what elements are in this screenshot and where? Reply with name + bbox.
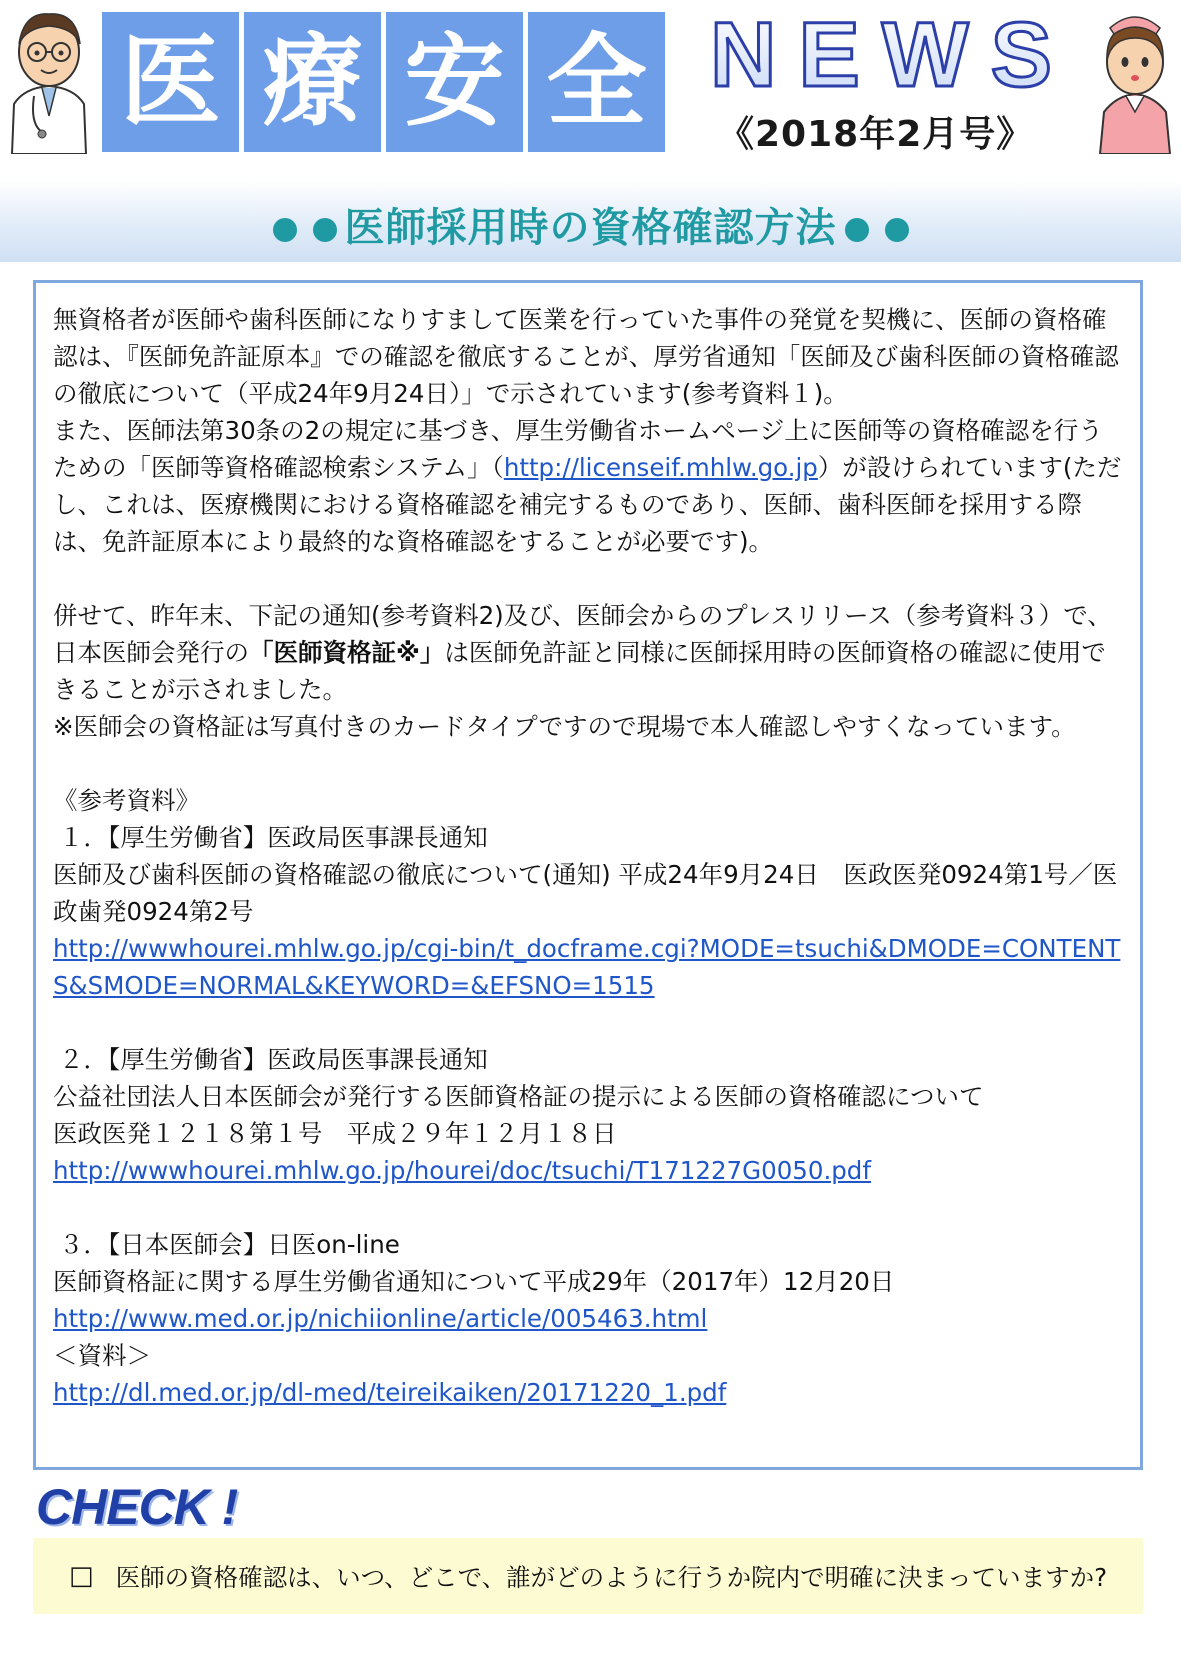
certificate-text-after: は医師免許証と同様に医師採用時の医師資格の確認に使用できることが示されました。 <box>53 638 1106 704</box>
system-text-after: ）が設けられています(ただし、これは、医療機関における資格確認を補完するものであり、医師、歯科医師を採用する際は、免許証原本により最終的な資格確認をすることが必要です)。 <box>53 453 1122 556</box>
bullet-dot-icon <box>845 218 869 242</box>
ref2-link[interactable]: http://wwwhourei.mhlw.go.jp/hourei/doc/tsuchi/T171227G0050.pdf <box>53 1156 871 1185</box>
ref3-description: 医師資格証に関する厚生労働省通知について平成29年（2017年）12月20日 <box>53 1267 895 1296</box>
system-text: また、医師法第30条の2の規定に基づき、厚生労働省ホームページ上に医師等の資格確認を行うための「医師等資格確認検索システム」（ <box>53 416 1103 482</box>
certificate-text: 併せて、昨年末、下記の通知(参考資料2)及び、医師会からのプレスリリース（参考資料３）で、日本医師会発行の <box>53 601 1112 667</box>
section-title <box>0 196 1181 253</box>
title-char-box: 全 <box>528 12 665 152</box>
references-heading: 《参考資料》 <box>53 786 200 815</box>
bullet-dot-icon <box>885 218 909 242</box>
intro-paragraph: 無資格者が医師や歯科医師になりすまして医業を行っていた事件の発覚を契機に、医師の資格確認は、『医師免許証原本』での確認を徹底することが、厚労省通知「医師及び歯科医師の資格確認の徹底について（平成24年9月24日）」で示されています(参考資料１)。 <box>53 305 1119 408</box>
svg-text:NEWS: NEWS <box>710 8 1074 96</box>
bullet-dot-icon <box>313 218 337 242</box>
ref2-number: 医政医発１２１８第１号 平成２９年１２月１８日 <box>53 1119 617 1148</box>
ref1-title: １．【厚生労働省】医政局医事課長通知 <box>59 823 488 852</box>
checkbox-icon[interactable]: □ <box>69 1561 94 1591</box>
check-heading: CHECK ! <box>36 1479 238 1535</box>
title-char-box: 安 <box>386 12 523 152</box>
nurse-illustration <box>1092 4 1178 154</box>
title-char-box: 療 <box>244 12 381 152</box>
system-paragraph <box>53 412 1126 560</box>
doctor-illustration <box>4 4 94 154</box>
ref3-materials-link[interactable]: http://dl.med.or.jp/dl-med/teireikaiken/20171220_1.pdf <box>53 1378 727 1407</box>
ref2-description: 公益社団法人日本医師会が発行する医師資格証の提示による医師の資格確認について <box>53 1082 984 1111</box>
ref3-title: ３．【日本医師会】日医on-line <box>59 1230 400 1259</box>
check-question-box <box>33 1538 1143 1614</box>
ref1-link[interactable]: http://wwwhourei.mhlw.go.jp/cgi-bin/t_docframe.cgi?MODE=tsuchi&DMODE=CONTENTS&SMODE=NORMAL&KEYWORD=&EFSNO=1515 <box>53 934 1121 1000</box>
certificate-paragraph <box>53 597 1126 708</box>
note-paragraph: ※医師会の資格証は写真付きのカードタイプですので現場で本人確認しやすくなっています。 <box>53 712 1076 741</box>
issue-date: 《2018年2月号》 <box>718 114 1034 155</box>
certificate-bold: 「医師資格証※」 <box>249 638 445 667</box>
ref1-description: 医師及び歯科医師の資格確認の徹底について(通知) 平成24年9月24日 医政医発0924第1号／医政歯発0924第2号 <box>53 860 1118 926</box>
license-search-link[interactable]: http://licenseif.mhlw.go.jp <box>503 453 818 482</box>
news-wordmark <box>702 8 1082 96</box>
title-char-box: 医 <box>102 12 239 152</box>
check-question: 医師の資格確認は、いつ、どこで、誰がどのように行うか院内で明確に決まっていますか? <box>115 1562 1108 1592</box>
bullet-dot-icon <box>273 218 297 242</box>
content-box <box>33 280 1143 1470</box>
ref2-title: ２．【厚生労働省】医政局医事課長通知 <box>59 1045 488 1074</box>
ref3-link[interactable]: http://www.med.or.jp/nichiionline/article/005463.html <box>53 1304 708 1333</box>
section-title-text: 医師採用時の資格確認方法 <box>344 205 837 251</box>
ref3-materials-label: ＜資料＞ <box>53 1341 151 1370</box>
